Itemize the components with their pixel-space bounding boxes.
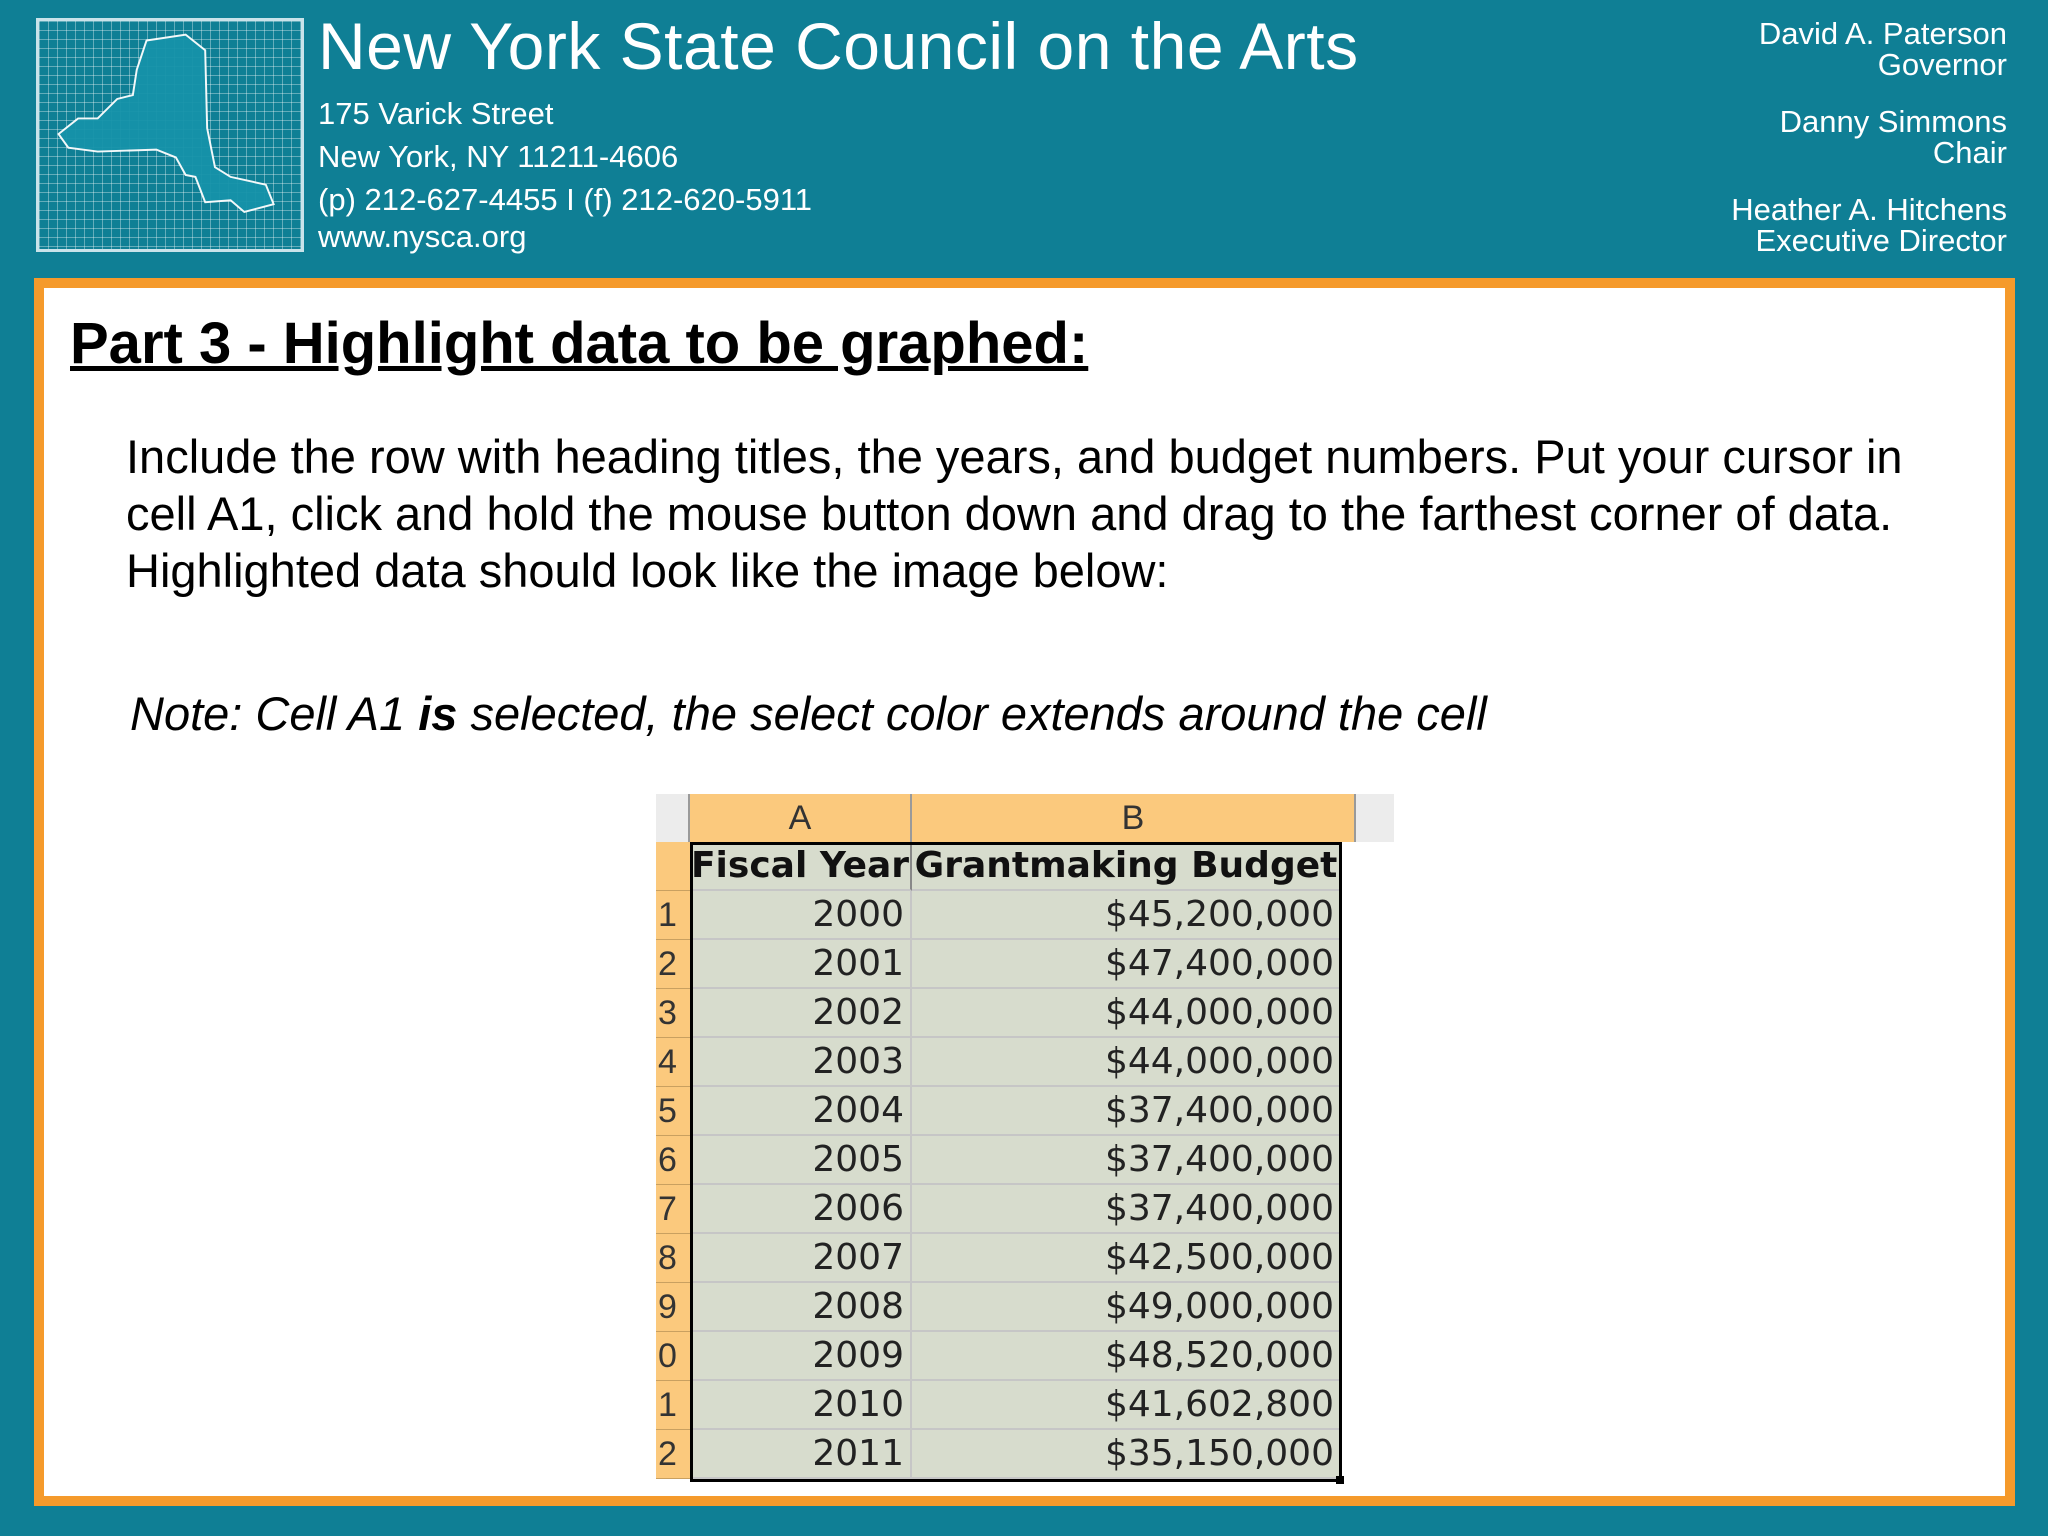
budget-cell: $44,000,000	[912, 1038, 1342, 1087]
budget-cell: $37,400,000	[912, 1185, 1342, 1234]
row-number: 3	[656, 989, 690, 1038]
row-number: 1	[656, 891, 690, 940]
budget-cell: $48,520,000	[912, 1332, 1342, 1381]
content-panel	[34, 278, 2015, 1506]
fiscal-year-cell: 2003	[690, 1038, 912, 1087]
sheet-corner	[656, 794, 690, 842]
slide-heading: Part 3 - Highlight data to be graphed:	[70, 311, 1089, 376]
budget-cell: $47,400,000	[912, 940, 1342, 989]
fiscal-year-cell: 2002	[690, 989, 912, 1038]
fiscal-year-cell: 2009	[690, 1332, 912, 1381]
fiscal-year-cell: 2010	[690, 1381, 912, 1430]
sheet-edge	[1356, 794, 1394, 842]
official-governor	[1759, 18, 2007, 80]
row-number: 5	[656, 1087, 690, 1136]
row-number: 0	[656, 1332, 690, 1381]
fiscal-year-cell: 2000	[690, 891, 912, 940]
row-number: 9	[656, 1283, 690, 1332]
official-title: Governor	[1877, 47, 2007, 82]
header-cell-fiscal-year: Fiscal Year	[690, 842, 912, 891]
note-emphasis: is	[418, 687, 458, 740]
nys-map-logo	[36, 18, 304, 252]
official-title: Chair	[1932, 135, 2007, 170]
spreadsheet-screenshot	[656, 792, 1394, 1484]
fiscal-year-cell: 2001	[690, 940, 912, 989]
budget-cell: $42,500,000	[912, 1234, 1342, 1283]
header-cell-grantmaking-budget: Grantmaking Budget	[912, 842, 1342, 891]
row-number: 2	[656, 940, 690, 989]
address-line-1: 175 Varick Street	[318, 96, 554, 131]
budget-cell: $45,200,000	[912, 891, 1342, 940]
budget-cell: $37,400,000	[912, 1136, 1342, 1185]
column-header-a: A	[690, 794, 912, 842]
row-number: 8	[656, 1234, 690, 1283]
official-name: David A. Paterson	[1758, 16, 2007, 51]
row-number: 4	[656, 1038, 690, 1087]
row-header-blank	[656, 842, 690, 891]
website-line: www.nysca.org	[318, 219, 527, 254]
instruction-text: Include the row with heading titles, the years, and budget numbers. Put your cursor in cell A1, click and hold the mouse button down and drag to the farthest corner of data. Highlighted data should look like the image below:	[126, 430, 1903, 597]
phone-fax-line: (p) 212-627-4455 I (f) 212-620-5911	[318, 182, 813, 217]
official-name: Heather A. Hitchens	[1731, 192, 2007, 227]
note-suffix: selected, the select color extends around the cell	[457, 687, 1487, 740]
fiscal-year-cell: 2008	[690, 1283, 912, 1332]
official-title: Executive Director	[1755, 223, 2007, 258]
official-chair	[1780, 106, 2007, 168]
nysca-letterhead	[0, 0, 2048, 280]
fiscal-year-cell: 2006	[690, 1185, 912, 1234]
address-line-2: New York, NY 11211-4606	[318, 139, 679, 174]
row-number: 2	[656, 1430, 690, 1479]
budget-cell: $41,602,800	[912, 1381, 1342, 1430]
fiscal-year-cell: 2005	[690, 1136, 912, 1185]
official-name: Danny Simmons	[1779, 104, 2007, 139]
row-number: 7	[656, 1185, 690, 1234]
org-name: New York State Council on the Arts	[318, 9, 1359, 83]
note-text	[130, 686, 1487, 741]
fill-handle	[1336, 1476, 1344, 1484]
note-prefix: Note: Cell A1	[130, 687, 419, 740]
budget-cell: $35,150,000	[912, 1430, 1342, 1479]
new-york-state-icon	[39, 21, 301, 249]
fiscal-year-cell: 2004	[690, 1087, 912, 1136]
column-header-b: B	[912, 794, 1356, 842]
budget-cell: $44,000,000	[912, 989, 1342, 1038]
fiscal-year-cell: 2011	[690, 1430, 912, 1479]
budget-cell: $49,000,000	[912, 1283, 1342, 1332]
row-number: 6	[656, 1136, 690, 1185]
row-number: 1	[656, 1381, 690, 1430]
budget-cell: $37,400,000	[912, 1087, 1342, 1136]
fiscal-year-cell: 2007	[690, 1234, 912, 1283]
official-executive-director	[1731, 194, 2007, 256]
